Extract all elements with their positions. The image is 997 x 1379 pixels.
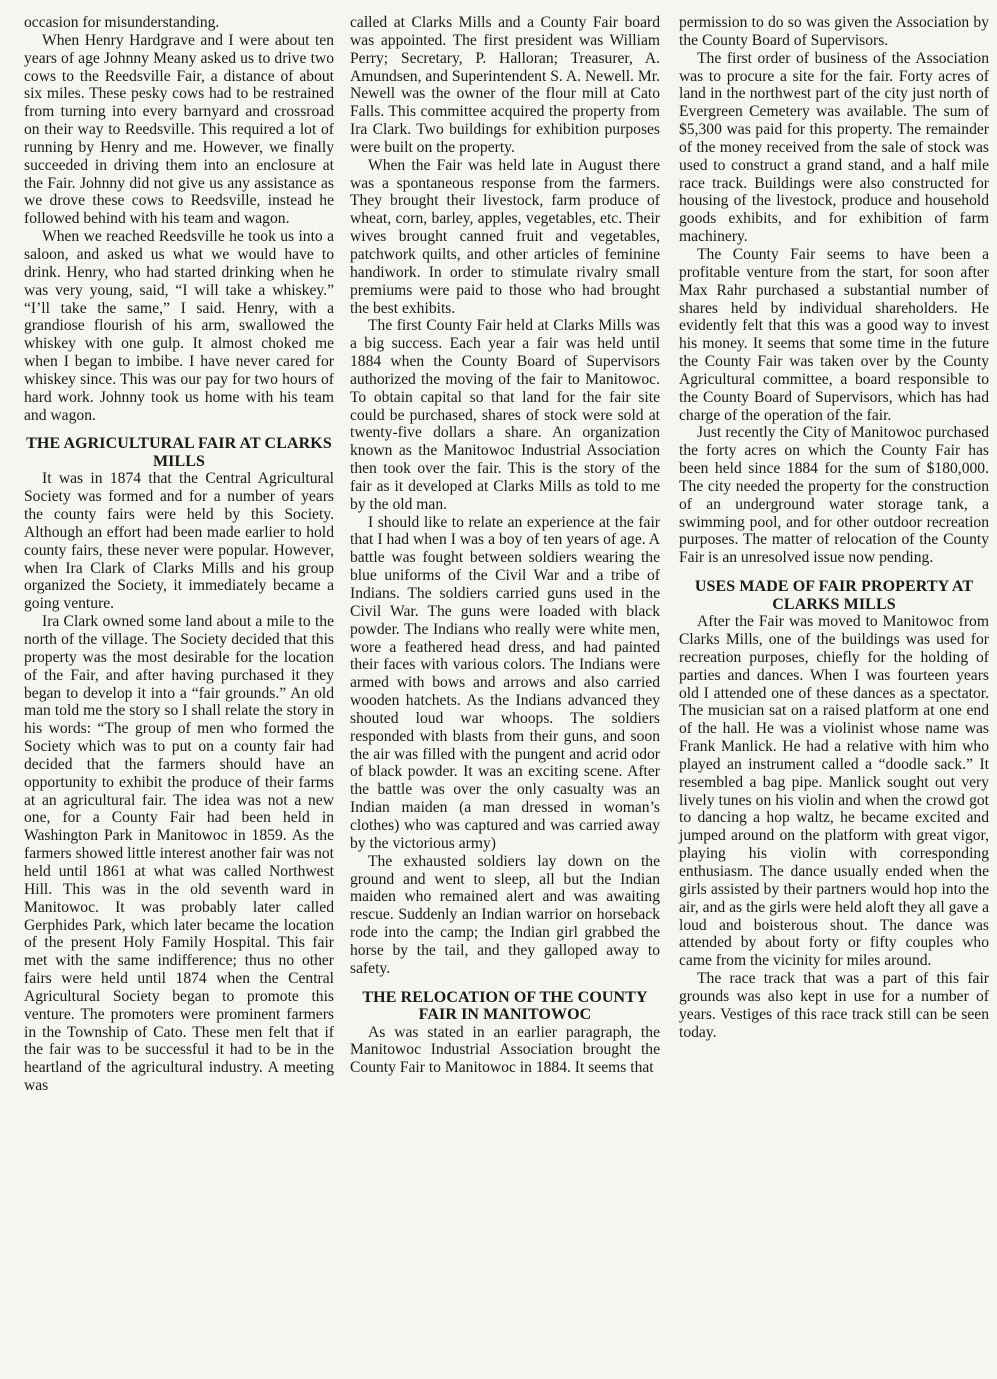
section-heading-uses-of-fair-property: USES MADE OF FAIR PROPERTY AT CLARKS MILLS — [694, 578, 974, 613]
paragraph: When the Fair was held late in August there was a spontaneous response from the farmers. They brought their livestock, farm produce of wheat, corn, barley, apples, vegetables, etc. Their wives brought canned fruit and vegetables, patchwork quilts, and other articles of feminine handiwork. In order to stimulate rivalry small premiums were paid to those who had brought the best exhibits. — [350, 156, 660, 317]
text-column-3 — [679, 14, 989, 1041]
paragraph: The first order of business of the Association was to procure a site for the fair. Forty acres of land in the northwest part of the city just north of Evergreen Cemetery was available. The sum of $5,300 was paid for this property. The remainder of the money received from the sale of stock was used to construct a grand stand, and a half mile race track. Buildings were also constructed for housing of the livestock, produce and household goods exhibits, and for exhibition of farm machinery. — [679, 49, 989, 246]
paragraph: The County Fair seems to have been a profitable venture from the start, for soon after Max Rahr purchased a substantial number of shares held by individual shareholders. He evidently felt that this was a good way to invest his money. It seems that some time in the future the County Fair was taken over by the County Agricultural committee, a board responsible to the County Board of Supervisors, which has had charge of the operation of the fair. — [679, 245, 989, 424]
paragraph: Just recently the City of Manitowoc purchased the forty acres on which the County Fair has been held since 1884 for the sum of $180,000. The city needed the property for the construction of an underground water storage tank, a swimming pool, and for other outdoor recreation purposes. The matter of relocation of the County Fair is an unresolved issue now pending. — [679, 424, 989, 567]
paragraph: The race track that was a part of this fair grounds was also kept in use for a number of years. Vestiges of this race track still can be seen today. — [679, 970, 989, 1041]
paragraph: It was in 1874 that the Central Agricultural Society was formed and for a number of years the county fairs were held by this Society. Although an effort had been made earlier to hold county fairs, these never were popular. However, when Ira Clark of Clarks Mills and his group organized the Society, it immediately became a going venture. — [24, 470, 334, 613]
paragraph: The exhausted soldiers lay down on the ground and went to sleep, all but the Indian maiden who remained alert and was awaiting rescue. Suddenly an Indian warrior on horseback rode into the camp; the Indian girl grabbed the horse by the tail, and they galloped away to safety. — [350, 852, 660, 977]
paragraph: As was stated in an earlier paragraph, the Manitowoc Industrial Association brought the County Fair to Manitowoc in 1884. It seems that — [350, 1023, 660, 1077]
text-column-1 — [24, 14, 334, 1095]
paragraph: Ira Clark owned some land about a mile to the north of the village. The Society decided that this property was the most desirable for the location of the Fair, and after having purchased it they began to develop it into a “fair grounds.” An old man told me the story so I shall relate the story in his words: “The group of men who formed the Society which was to put on a county fair had decided that the farmers should have an opportunity to exhibit the produce of their farms at an agricultural fair. The idea was not a new one, for a County Fair had been held in Washington Park in Manitowoc in 1859. As the farmers showed little interest another fair was not held until 1861 at what was called Northwest Hill. This was in the old seventh ward in Manitowoc. It was probably later called Gerphides Park, which later became the location of the present Holy Family Hospital. This fair met with the same indifference; thus no other fairs were held until 1874 when the Central Agricultural Society began to promote this venture. The promoters were prominent farmers in the Township of Cato. These men felt that if the fair was to be successful it had to be in the heartland of the agricultural industry. A meeting was — [24, 613, 334, 1095]
text-column-2 — [350, 14, 660, 1077]
paragraph: When Henry Hardgrave and I were about ten years of age Johnny Meany asked us to drive two cows to the Reedsville Fair, a distance of about six miles. These pesky cows had to be restrained from turning into every barnyard and crossroad on their way to Reedsville. This required a lot of running by Henry and me. However, we finally succeeded in driving them into an enclosure at the Fair. Johnny did not give us any assistance as we drove these cows to Reedsville, instead he followed behind with his team and wagon. — [24, 31, 334, 228]
paragraph: called at Clarks Mills and a County Fair board was appointed. The first president was William Perry; Secretary, P. Halloran; Treasurer, A. Amundsen, and Superintendent S. A. Newell. Mr. Newell was the owner of the flour mill at Cato Falls. This committee acquired the property from Ira Clark. Two buildings for exhibition purposes were built on the property. — [350, 14, 660, 156]
paragraph: After the Fair was moved to Manitowoc from Clarks Mills, one of the buildings was used for recreation purposes, chiefly for the holding of parties and dances. When I was fourteen years old I attended one of these dances as a spectator. The musician sat on a raised platform at one end of the hall. He was a violinist whose name was Frank Manlick. He had a relative with him who played an instrument called a “doodle sack.” It resembled a bag pipe. Manlick sought out very lively tunes on his violin and when the crowd got to dancing a hop waltz, he became excited and jumped around on the platform with great vigor, playing his violin with corresponding enthusiasm. The dance usually ended when the girls assisted by their partners would hop into the air, and as the girls were held aloft they all gave a loud and boisterous shout. The dance was attended by about forty or fifty couples who came from the vicinity for miles around. — [679, 613, 989, 970]
paragraph: I should like to relate an experience at the fair that I had when I was a boy of ten years of age. A battle was fought between soldiers wearing the blue uniforms of the Civil War and a tribe of Indians. The soldiers carried guns used in the Civil War. The guns were loaded with black powder. The Indians who really were white men, wore a feathered head dress, and had painted their faces with various colors. The Indians were armed with bows and arrows and also carried wooden hatchets. As the Indians advanced they shouted loud war whoops. The soldiers responded with blasts from their guns, and soon the air was filled with the pungent and acrid odor of black powder. It was an exciting scene. After the battle was over the only casualty was an Indian maiden (a man dressed in woman’s clothes) who was captured and was carried away by the victorious army) — [350, 513, 660, 852]
paragraph: occasion for misunderstanding. — [24, 14, 220, 31]
section-heading-relocation: THE RELOCATION OF THE COUNTY FAIR IN MANITOWOC — [362, 988, 648, 1024]
paragraph: The first County Fair held at Clarks Mills was a big success. Each year a fair was held until 1884 when the County Board of Supervisors authorized the moving of the fair to Manitowoc. To obtain capital so that land for the fair site could be purchased, shares of stock were sold at twenty-five dollars a share. An organization known as the Manitowoc Industrial Association then took over the fair. This is the story of the fair as it developed at Clarks Mills as told to me by the old man. — [350, 317, 660, 513]
section-heading-agricultural-fair: THE AGRICULTURAL FAIR AT CLARKS MILLS — [26, 435, 332, 470]
paragraph: When we reached Reedsville he took us into a saloon, and asked us what we would have to drink. Henry, who had started drinking when he was very young, said, “I will take a whiskey.” “I’ll take the same,” I said. Henry, with a grandiose flourish of his arm, swallowed the whiskey with one gulp. It almost choked me when I began to imbibe. I have never cared for whiskey since. This was our pay for two hours of hard work. Johnny took us home with his team and wagon. — [24, 228, 334, 424]
paragraph: permission to do so was given the Association by the County Board of Supervisors. — [679, 14, 989, 49]
